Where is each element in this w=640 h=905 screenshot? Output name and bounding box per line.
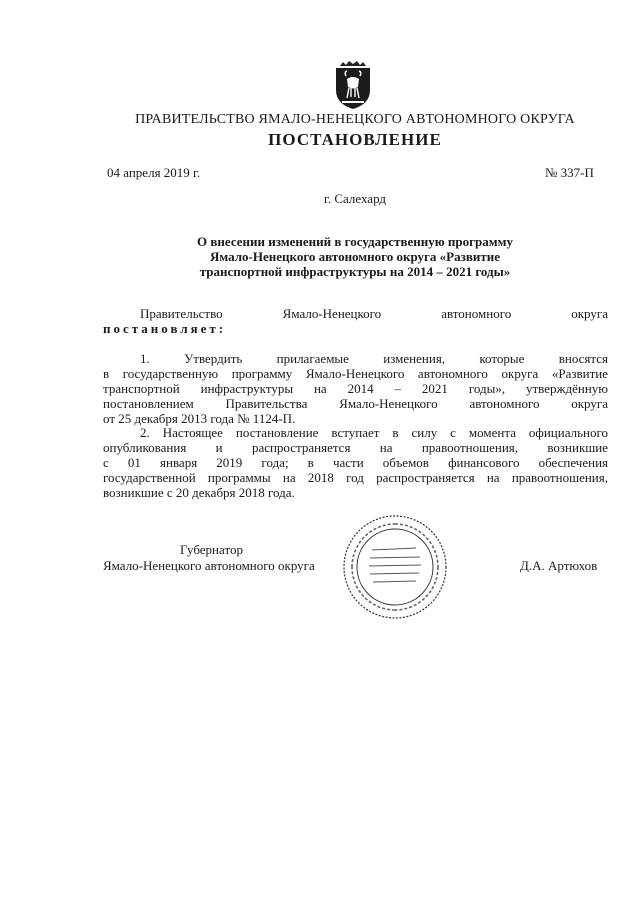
paragraph-line: с 01 января 2019 года; в части объемов финансового обеспечения [103, 455, 608, 470]
paragraph-line: возникшие с 20 декабря 2018 года. [103, 485, 295, 500]
paragraph-line: опубликования и распространяется на правоотношения, возникшие [103, 440, 608, 455]
document-number: № 337-П [545, 165, 594, 180]
signatory-organization: Ямало-Ненецкого автономного округа [103, 558, 315, 573]
paragraph-line: в государственную программу Ямало-Ненецкого автономного округа «Развитие [103, 366, 608, 381]
paragraph-line: 2. Настоящее постановление вступает в силу с момента официального [140, 425, 608, 440]
organization-name: ПРАВИТЕЛЬСТВО ЯМАЛО-НЕНЕЦКОГО АВТОНОМНОГО ОКРУГА [135, 112, 575, 127]
preamble-line: Правительство Ямало-Ненецкого автономного округа [140, 306, 608, 321]
paragraph-line: транспортной инфраструктуры на 2014 – 2021 годы», утверждённую [103, 381, 608, 396]
document-type: ПОСТАНОВЛЕНИЕ [268, 130, 442, 149]
coat-of-arms-icon [330, 60, 376, 110]
preamble-decree-word: постановляет: [103, 321, 227, 336]
paragraph-line: государственной программы на 2018 год распространяется на правоотношения, [103, 470, 608, 485]
signatory-position: Губернатор [180, 542, 243, 557]
signatory-name: Д.А. Артюхов [520, 558, 598, 573]
title-line: О внесении изменений в государственную программу [197, 234, 513, 249]
title-line: Ямало-Ненецкого автономного округа «Развитие [209, 249, 501, 264]
official-stamp-icon [340, 512, 450, 622]
document-date: 04 апреля 2019 г. [107, 165, 201, 180]
document-city: г. Салехард [323, 191, 387, 206]
paragraph-line: от 25 декабря 2013 года № 1124-П. [103, 411, 296, 426]
title-line: транспортной инфраструктуры на 2014 – 2021 годы» [199, 264, 511, 279]
paragraph-line: 1. Утвердить прилагаемые изменения, которые вносятся [140, 351, 608, 366]
paragraph-line: постановлением Правительства Ямало-Ненецкого автономного округа [103, 396, 608, 411]
document-title [145, 234, 565, 279]
